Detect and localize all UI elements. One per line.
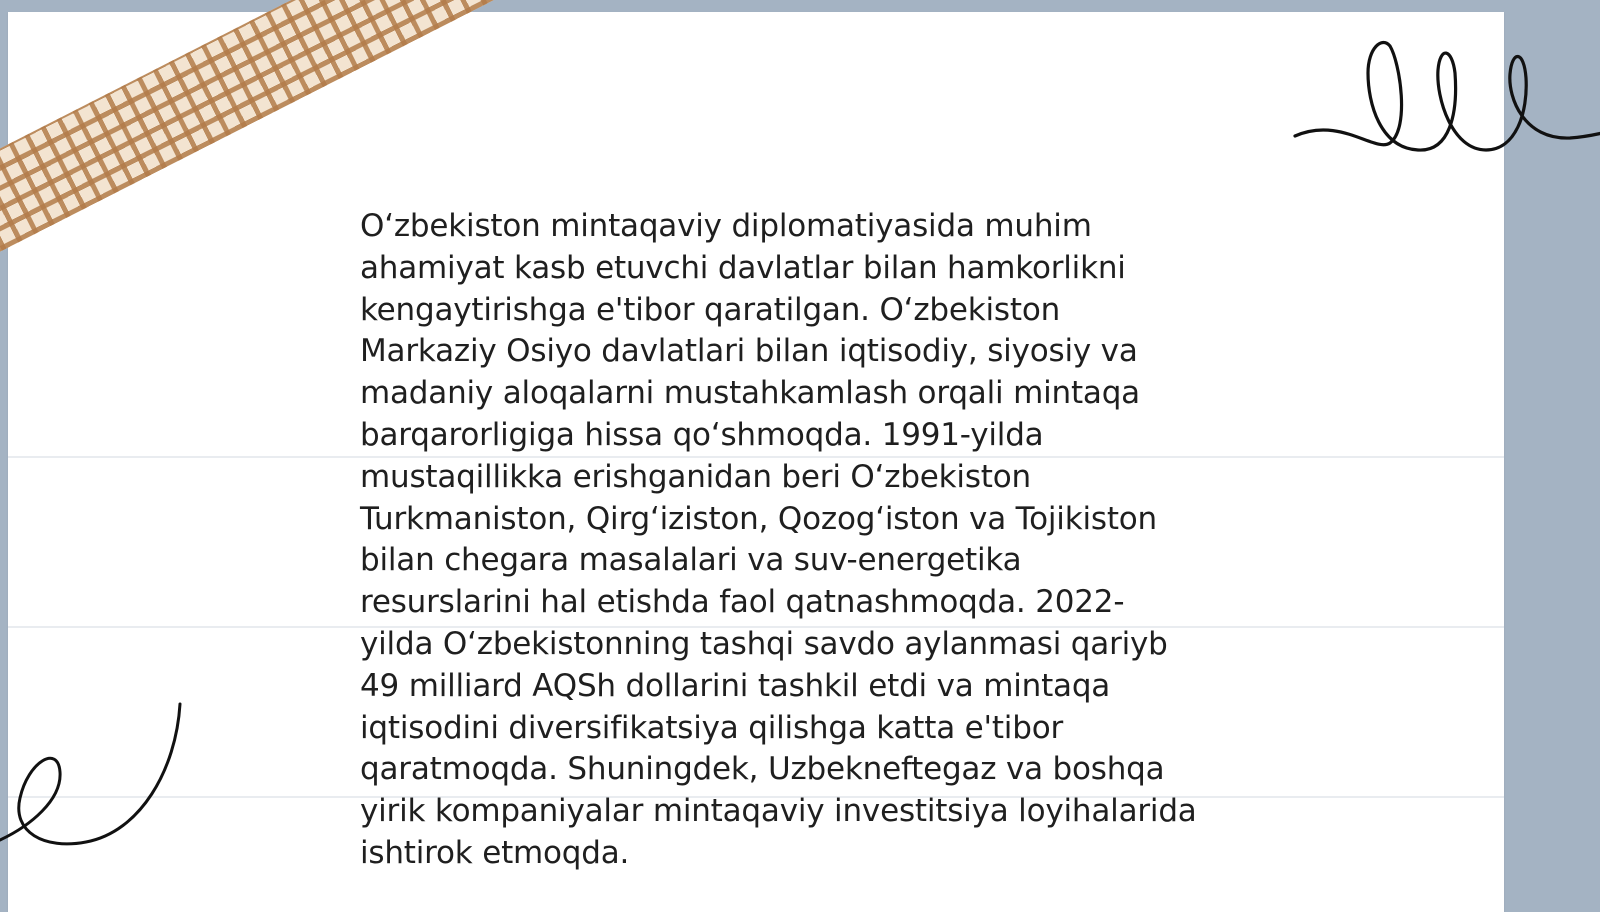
- body-paragraph: O‘zbekiston mintaqaviy diplomatiyasida muhim ahamiyat kasb etuvchi davlatlar bilan hamkorlikni kengaytirishga e'tibor qaratilgan. O‘zbekiston Markaziy Osiyo davlatlari bilan iqtisodiy, siyosiy va madaniy aloqalarni mustahkamlash orqali mintaqa barqarorligiga hissa qo‘shmoqda. 1991-yilda mustaqillikka erishganidan beri O‘zbekiston Turkmaniston, Qirg‘iziston, Qozog‘iston va Tojikiston bilan chegara masalalari va suv-energetika resurslarini hal etishda faol qatnashmoqda. 2022- yilda O‘zbekistonning tashqi savdo aylanmasi qariyb 49 milliard AQSh dollarini tashkil etdi va mintaqa iqtisodini diversifikatsiya qilishga katta e'tibor qaratmoqda. Shuningdek, Uzbekneftegaz va boshqa yirik kompaniyalar mintaqaviy investitsiya loyihalarida ishtirok etmoqda.: [360, 208, 1197, 871]
- swirl-scribble-icon: [0, 700, 200, 870]
- loop-scribble-icon: [1280, 28, 1600, 178]
